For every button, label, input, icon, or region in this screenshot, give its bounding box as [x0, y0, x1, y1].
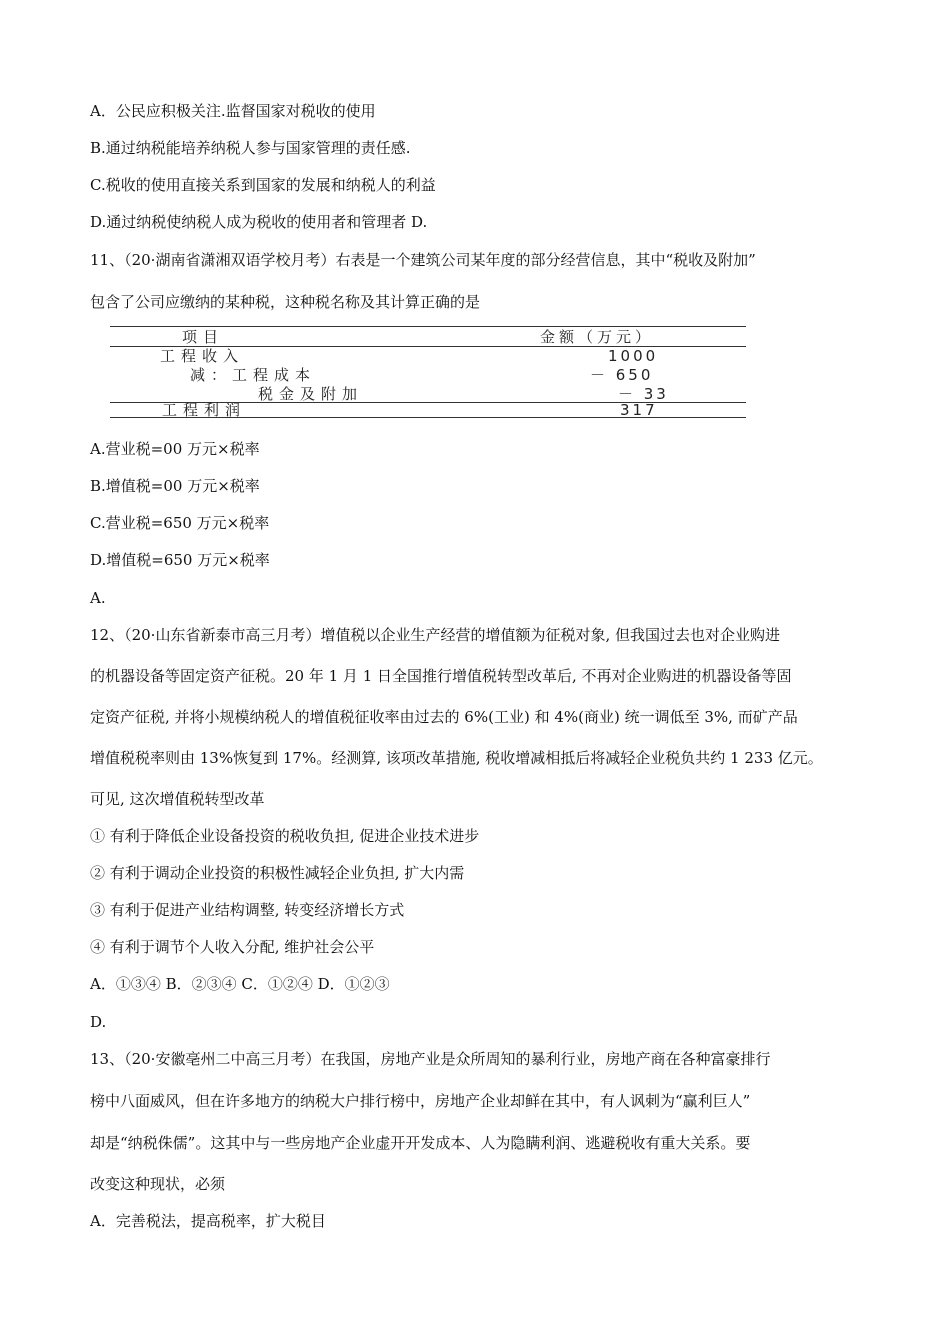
q10-option-a: A．公民应积极关注.监督国家对税收的使用 [90, 102, 376, 120]
q12-options: A．①③④ B．②③④ C．①②④ D．①②③ [90, 975, 390, 993]
q12-stem-line-2: 的机器设备等固定资产征税。20 年 1 月 1 日全国推行增值税转型改革后, 不再对企业购进的机器设备等固 [90, 667, 792, 685]
q11-option-a: A.营业税=00 万元×税率 [90, 440, 260, 458]
table-row-value: － 33 [618, 385, 669, 403]
q13-option-a: A．完善税法，提高税率，扩大税目 [90, 1212, 326, 1230]
q11-option-c: C.营业税=650 万元×税率 [90, 514, 270, 532]
q12-stem-line-1: 12、（20·山东省新泰市高三月考）增值税以企业生产经营的增值额为征税对象, 但我国过去也对企业购进 [90, 626, 780, 644]
table-row-label: 减：工程成本 [190, 366, 317, 384]
q12-stem-line-3: 定资产征税, 并将小规模纳税人的增值税征收率由过去的 6%(工业) 和 4%(商业) 统一调低至 3%, 而矿产品 [90, 708, 798, 726]
q11-option-b: B.增值税=00 万元×税率 [90, 477, 260, 495]
q12-statement-1: ① 有利于降低企业设备投资的税收负担, 促进企业技术进步 [90, 827, 480, 845]
table-top-rule [110, 326, 746, 327]
table-header-item: 项目 [182, 328, 225, 346]
q13-stem-line-2: 榜中八面威风，但在许多地方的纳税大户排行榜中，房地产企业却鲜在其中，有人讽刺为“赢利巨人” [90, 1092, 751, 1110]
table-row-value: － 650 [590, 366, 654, 384]
q13-stem-line-1: 13、（20·安徽亳州二中高三月考）在我国，房地产业是众所周知的暴利行业，房地产商在各种富豪排行 [90, 1050, 771, 1068]
q12-stem-line-4: 增值税税率则由 13%恢复到 17%。经测算, 该项改革措施, 税收增减相抵后将减轻企业税负共约 1 233 亿元。 [90, 749, 823, 767]
q11-stem-line-1: 11、（20·湖南省潇湘双语学校月考）右表是一个建筑公司某年度的部分经营信息，其中“税收及附加” [90, 251, 756, 269]
q10-option-c: C.税收的使用直接关系到国家的发展和纳税人的利益 [90, 176, 436, 194]
table-row-value: 317 [620, 401, 658, 419]
q12-statement-2: ② 有利于调动企业投资的积极性减轻企业负担, 扩大内需 [90, 864, 465, 882]
table-row-label: 税金及附加 [258, 385, 364, 403]
q12-stem-line-5: 可见, 这次增值税转型改革 [90, 790, 265, 808]
q12-statement-4: ④ 有利于调节个人收入分配, 维护社会公平 [90, 938, 375, 956]
q13-stem-line-3: 却是“纳税侏儒”。这其中与一些房地产企业虚开开发成本、人为隐瞒利润、逃避税收有重大关系。要 [90, 1134, 751, 1152]
table-header-amount: 金额（万元） [540, 328, 655, 346]
financial-table [110, 322, 746, 418]
q11-answer: A. [90, 589, 106, 607]
table-row-label: 工程收入 [160, 347, 245, 365]
table-row-label: 工程利润 [162, 401, 247, 419]
q11-option-d: D.增值税=650 万元×税率 [90, 551, 270, 569]
table-bottom-rule [110, 417, 746, 418]
q12-answer: D. [90, 1013, 107, 1031]
q10-option-b: B.通过纳税能培养纳税人参与国家管理的责任感. [90, 139, 411, 157]
q11-stem-line-2: 包含了公司应缴纳的某种税，这种税名称及其计算正确的是 [90, 293, 481, 311]
q13-stem-line-4: 改变这种现状，必须 [90, 1175, 226, 1193]
q12-statement-3: ③ 有利于促进产业结构调整, 转变经济增长方式 [90, 901, 405, 919]
q10-option-d: D.通过纳税使纳税人成为税收的使用者和管理者 D. [90, 213, 428, 231]
table-row-value: 1000 [608, 347, 659, 365]
